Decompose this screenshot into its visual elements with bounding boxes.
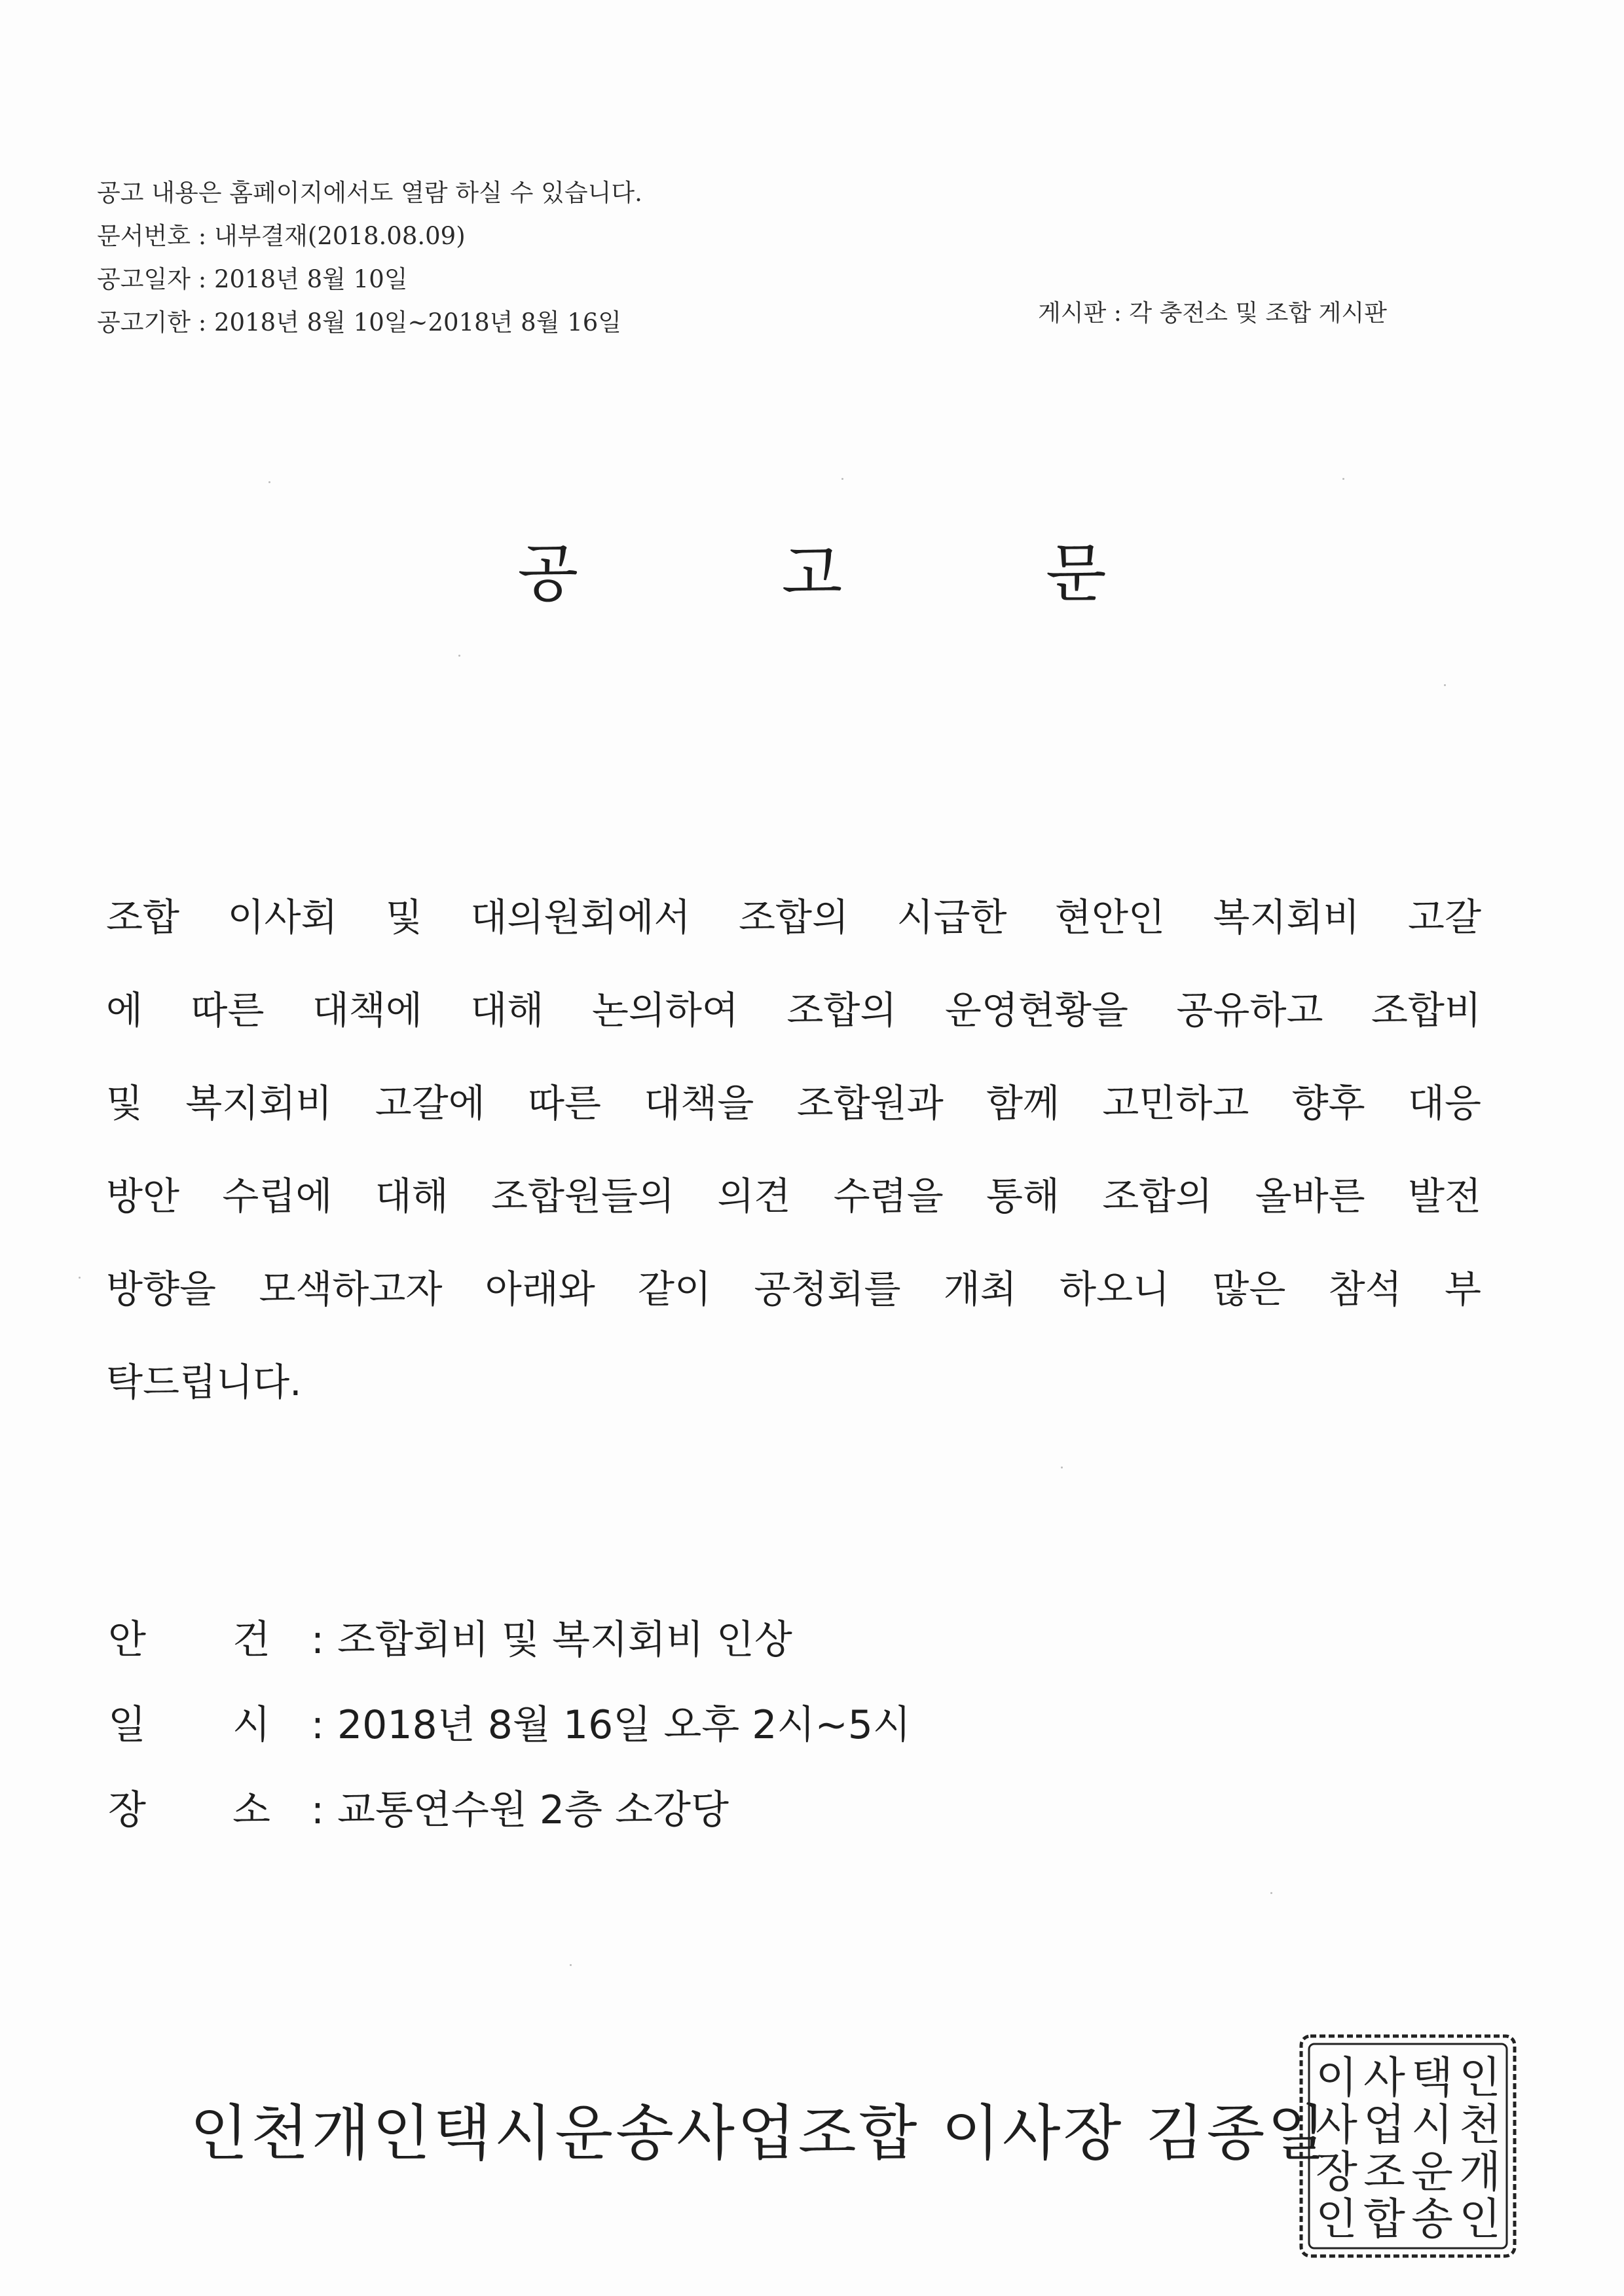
- detail-colon: :: [310, 1787, 325, 1833]
- page-title: 공 고 문: [517, 537, 1198, 610]
- detail-value-location: 교통연수원 2층 소강당: [337, 1787, 729, 1833]
- detail-row-location: [108, 1768, 911, 1853]
- detail-label-first: 일: [108, 1702, 146, 1748]
- scan-speck: [841, 478, 843, 480]
- seal-character: 인: [1459, 2194, 1501, 2244]
- detail-label-first: 장: [108, 1787, 146, 1833]
- seal-character: 업: [1363, 2100, 1405, 2150]
- detail-label: [108, 1597, 298, 1683]
- event-details: [108, 1597, 911, 1853]
- seal-character: 이: [1316, 2052, 1357, 2103]
- document-number: 문서번호 : 내부결재(2018.08.09): [97, 222, 466, 250]
- scan-speck: [1444, 684, 1446, 686]
- detail-row-agenda: [108, 1597, 911, 1683]
- seal-character: 운: [1411, 2147, 1453, 2197]
- detail-colon: :: [310, 1702, 325, 1748]
- bulletin-board: 게시판 : 각 충전소 및 조합 게시판: [1038, 300, 1387, 327]
- seal-characters: [1316, 2052, 1501, 2244]
- body-line: 및 복지회비 고갈에 따른 대책을 조합원과 함께 고민하고 향후 대응: [106, 1081, 1481, 1125]
- scan-speck: [268, 481, 270, 483]
- scan-speck: [79, 1277, 81, 1279]
- seal-character: 장: [1316, 2147, 1357, 2197]
- body-line: 탁드립니다.: [106, 1360, 302, 1404]
- seal-character: 시: [1411, 2100, 1453, 2150]
- detail-value-datetime: 2018년 8월 16일 오후 2시~5시: [337, 1702, 911, 1748]
- official-seal: [1293, 2028, 1522, 2264]
- detail-label-second: 시: [232, 1702, 270, 1748]
- scan-speck: [1061, 1467, 1063, 1468]
- seal-character: 인: [1459, 2052, 1501, 2103]
- detail-value-agenda: 조합회비 및 복지회비 인상: [337, 1617, 792, 1663]
- detail-label-first: 안: [108, 1617, 146, 1663]
- notice-date: 공고일자 : 2018년 8월 10일: [97, 265, 408, 293]
- detail-row-datetime: [108, 1683, 911, 1768]
- seal-character: 개: [1459, 2147, 1501, 2197]
- detail-label-second: 소: [232, 1787, 270, 1833]
- header-meta: [97, 172, 642, 344]
- seal-character: 사: [1363, 2052, 1405, 2103]
- body-line: 에 따른 대책에 대해 논의하여 조합의 운영현황을 공유하고 조합비: [106, 988, 1481, 1032]
- scan-speck: [1270, 1892, 1272, 1894]
- scan-speck: [458, 655, 460, 657]
- detail-colon: :: [310, 1617, 325, 1663]
- body-paragraph: [106, 871, 1481, 1429]
- seal-character: 사: [1316, 2100, 1357, 2150]
- seal-character: 조: [1363, 2147, 1405, 2197]
- seal-character: 택: [1411, 2052, 1453, 2103]
- signature-line: 인천개인택시운송사업조합 이사장 김종일: [190, 2098, 1329, 2168]
- seal-character: 송: [1411, 2194, 1453, 2244]
- detail-label: [108, 1768, 298, 1853]
- body-line: 방안 수립에 대해 조합원들의 의견 수렴을 통해 조합의 올바른 발전: [106, 1174, 1481, 1218]
- notice-period: 공고기한 : 2018년 8월 10일~2018년 8월 16일: [97, 308, 622, 337]
- detail-label-second: 건: [232, 1617, 270, 1663]
- scan-speck: [570, 1964, 572, 1966]
- seal-character: 천: [1459, 2100, 1501, 2150]
- detail-label: [108, 1683, 298, 1768]
- body-line: 방향을 모색하고자 아래와 같이 공청회를 개최 하오니 많은 참석 부: [106, 1267, 1481, 1311]
- scan-speck: [1342, 478, 1344, 480]
- seal-character: 합: [1363, 2194, 1405, 2244]
- homepage-notice: 공고 내용은 홈페이지에서도 열람 하실 수 있습니다.: [97, 179, 642, 207]
- seal-character: 인: [1316, 2194, 1357, 2244]
- body-line: 조합 이사회 및 대의원회에서 조합의 시급한 현안인 복지회비 고갈: [106, 895, 1481, 939]
